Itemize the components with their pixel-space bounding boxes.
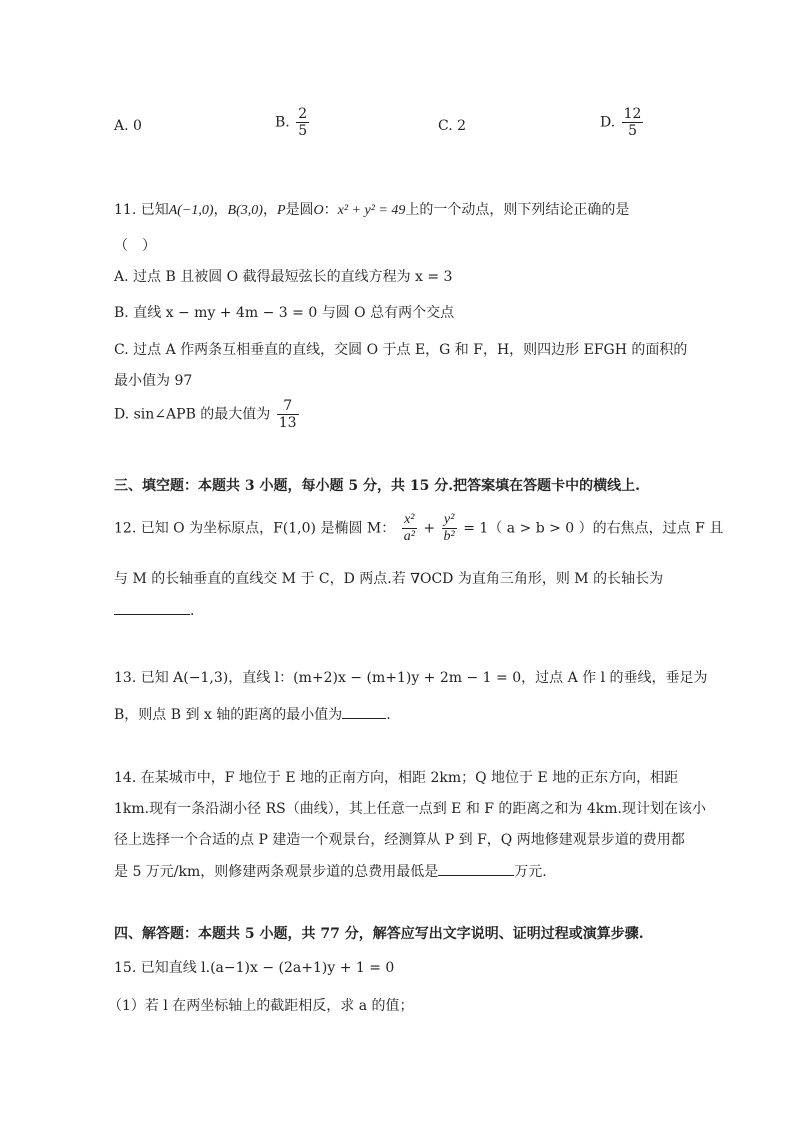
q11-option-d: D. sin∠APB 的最大值为 $\frac{7}{13}$ — [114, 398, 297, 431]
q10-option-d: D. $\frac{12}{5}$ — [600, 106, 642, 139]
q14-line4: 是 5 万元/km，则修建两条观景步道的总费用最低是 万元. — [114, 861, 547, 882]
q12-line2: 与 M 的长轴垂直的直线交 M 于 C，D 两点.若 ∇OCD 为直角三角形，则 M 的长轴长为 — [114, 571, 664, 587]
section-4-heading: 四、解答题：本题共 5 小题，共 77 分，解答应写出文字说明、证明过程或演算步骤. — [114, 926, 644, 942]
q11-option-c-line2: 最小值为 97 — [114, 373, 193, 389]
q14-answer-blank[interactable] — [438, 861, 514, 876]
q11-option-c-line1: C. 过点 A 作两条互相垂直的直线，交圆 O 于点 E，G 和 F，H，则四边形 EFGH 的面积的 — [114, 342, 688, 358]
q10-option-d-fraction: $\frac{12}{5}$ — [623, 106, 642, 139]
q15-part1: （1）若 l 在两坐标轴上的截距相反，求 a 的值； — [108, 998, 414, 1014]
q12-fraction-y: $\frac{\text{y²}}{\text{b²}}$ — [443, 512, 455, 544]
q10-option-b-fraction: $\frac{2}{5}$ — [298, 106, 308, 139]
q11-stem: 11. 已知A(−1,0)，B(3,0)，P是圆O：x² + y² = 49上的一个动点，则下列结论正确的是 — [114, 202, 630, 218]
q14-line2: 1km.现有一条沿湖小径 RS（曲线），其上任意一点到 E 和 F 的距离之和为 4km.现计划在该小 — [114, 801, 706, 817]
q11-option-b: B. 直线 x − my + 4m − 3 = 0 与圆 O 总有两个交点 — [114, 305, 455, 321]
q10-option-c: C. 2 — [438, 118, 467, 134]
q12-line3: . — [114, 600, 194, 621]
q10-option-b: B. $\frac{2}{5}$ — [275, 106, 308, 139]
q14-line1: 14. 在某城市中，F 地位于 E 地的正南方向，相距 2km；Q 地位于 E 地的正东方向，相距 — [114, 770, 679, 786]
q13-line1: 13. 已知 A(−1,3)，直线 l：(m+2)x − (m+1)y + 2m − 1 = 0，过点 A 作 l 的垂线，垂足为 — [114, 670, 708, 686]
q12-fraction-x: $\frac{\text{x²}}{\text{a²}}$ — [403, 512, 415, 544]
q11-answer-paren: （ ） — [114, 238, 156, 254]
q14-line3: 径上选择一个合适的点 P 建造一个观景台，经测算从 P 到 F，Q 两地修建观景步道的费用都 — [114, 832, 685, 848]
q11-option-a: A. 过点 B 且被圆 O 截得最短弦长的直线方程为 x = 3 — [114, 269, 453, 285]
section-3-heading: 三、填空题：本题共 3 小题，每小题 5 分，共 15 分.把答案填在答题卡中的横线上. — [114, 478, 640, 494]
q13-line2: B，则点 B 到 x 轴的距离的最小值为 . — [114, 704, 391, 725]
q12-answer-blank[interactable] — [114, 600, 190, 615]
q15-stem: 15. 已知直线 l.(a−1)x − (2a+1)y + 1 = 0 — [114, 960, 395, 976]
q11-option-d-fraction: $\frac{7}{13}$ — [278, 398, 297, 431]
q13-answer-blank[interactable] — [342, 704, 386, 719]
q10-option-a: A. 0 — [114, 118, 142, 134]
q12-line1: 12. 已知 O 为坐标原点，F(1,0) 是椭圆 M： $\frac{\text{x²}}{\text{a²}}$ + $\frac{\text{y²}}{\text{b²}}$ = 1（ a > b > 0 ）的右焦点，过点 F 且 — [114, 512, 724, 544]
